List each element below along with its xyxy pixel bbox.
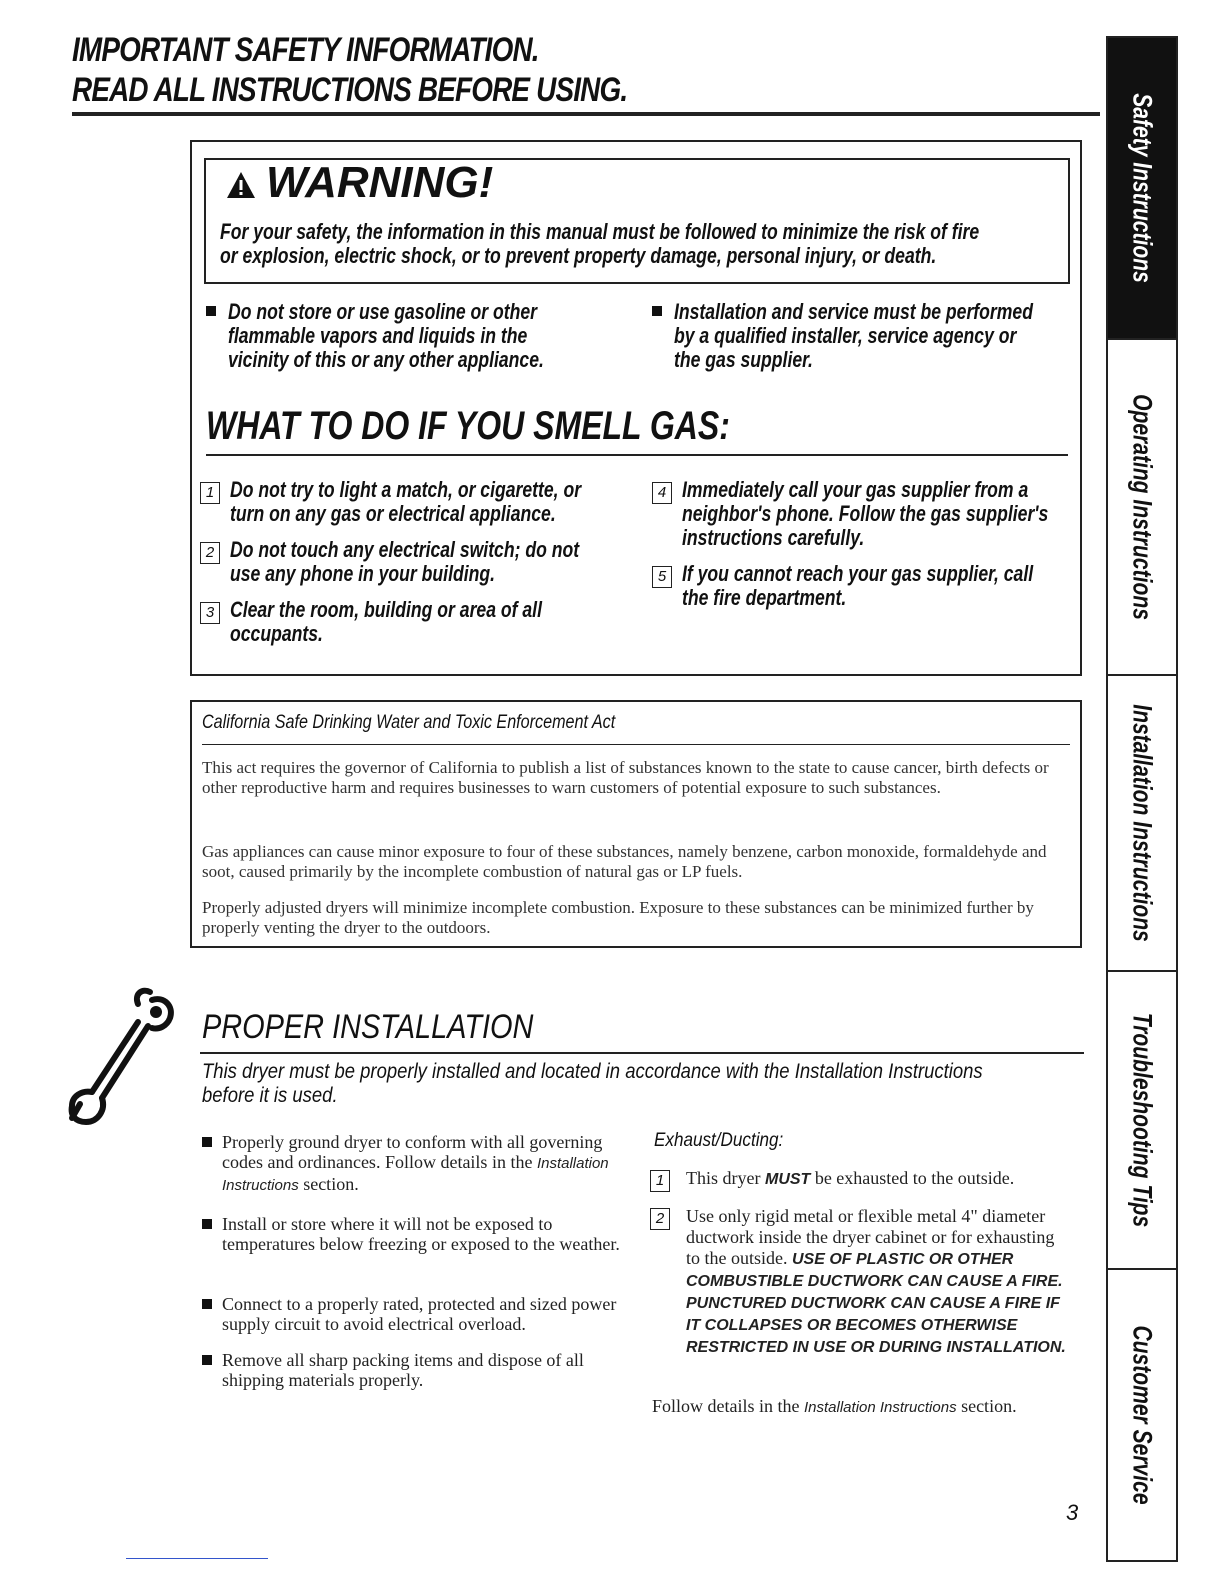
california-paragraph: This act requires the governor of California to publish a list of substances known to the state to cause cancer, birth defects or other reproductive harm and requires businesses to warn customers of potential exposure to such substances. — [202, 758, 1049, 797]
bullet-line: Installation and service must be performed — [674, 299, 1033, 324]
tab-operating-instructions[interactable] — [1108, 340, 1176, 676]
intro-line: This dryer must be properly installed and located in accordance with the Installation Instructions — [202, 1060, 983, 1083]
step-line: turn on any gas or electrical appliance. — [230, 501, 556, 526]
bullet-square-icon — [202, 1355, 212, 1365]
bullet-line: the gas supplier. — [674, 347, 813, 372]
exhaust-step — [650, 1168, 1070, 1190]
follow-details-note — [652, 1396, 1017, 1417]
bottom-link-rule — [126, 1558, 268, 1559]
tab-label: Safety Instructions — [1127, 93, 1158, 283]
bullet-line: vicinity of this or any other appliance. — [228, 347, 544, 372]
header-line-2: READ ALL INSTRUCTIONS BEFORE USING. — [72, 71, 628, 109]
bullet-square-icon — [202, 1299, 212, 1309]
installation-bullet — [202, 1214, 642, 1254]
warning-text-line: For your safety, the information in this manual must be followed to minimize the risk of fire — [220, 219, 980, 244]
page-number: 3 — [1066, 1500, 1079, 1525]
step-line: Do not try to light a match, or cigarette, or — [230, 477, 582, 502]
bullet-line: by a qualified installer, service agency or — [674, 323, 1017, 348]
proper-installation-heading: PROPER INSTALLATION — [202, 1008, 534, 1046]
installation-bullet — [202, 1350, 642, 1390]
step-line: Immediately call your gas supplier from a — [682, 477, 1029, 502]
warning-text-line: or explosion, electric shock, or to prevent property damage, personal injury, or death. — [220, 243, 937, 268]
warning-text — [220, 220, 1169, 268]
step-text: Use only rigid metal or flexible metal 4" diameter ductwork inside the dryer cabinet or for exhausting to the outside. — [686, 1206, 1055, 1268]
step-line: Clear the room, building or area of all — [230, 597, 542, 622]
california-title: California Safe Drinking Water and Toxic Enforcement Act — [202, 712, 616, 733]
step-text: be exhausted to the outside. — [810, 1168, 1015, 1188]
tab-safety-instructions[interactable] — [1108, 38, 1176, 340]
bullet-line: flammable vapors and liquids in the — [228, 323, 528, 348]
follow-text: section. — [956, 1396, 1017, 1416]
smell-gas-divider — [206, 454, 1068, 456]
step-number: 2 — [650, 1208, 670, 1230]
tab-label: Operating Instructions — [1127, 394, 1158, 620]
step-line: Do not touch any electrical switch; do not — [230, 537, 580, 562]
intro-line: before it is used. — [202, 1084, 338, 1107]
exhaust-step — [650, 1206, 1070, 1358]
wrench-icon — [62, 986, 182, 1141]
step-line: If you cannot reach your gas supplier, call — [682, 561, 1034, 586]
proper-installation-divider — [200, 1052, 1084, 1054]
installation-instructions-reference: Installation Instructions — [804, 1399, 957, 1416]
tab-installation-instructions[interactable] — [1108, 676, 1176, 972]
step-number: 1 — [650, 1170, 670, 1192]
page-header — [72, 30, 1102, 110]
tab-label: Troubleshooting Tips — [1127, 1012, 1158, 1228]
step-line: neighbor's phone. Follow the gas supplier's — [682, 501, 1049, 526]
step-number: 5 — [652, 566, 672, 588]
warning-bullet-left — [206, 300, 606, 372]
tab-troubleshooting-tips[interactable] — [1108, 972, 1176, 1270]
exhaust-heading: Exhaust/Ducting: — [654, 1130, 784, 1151]
tab-label: Customer Service — [1127, 1325, 1158, 1505]
proper-installation-intro — [202, 1060, 983, 1108]
bullet-square-icon — [206, 306, 216, 316]
fire-warning-caps: USE OF PLASTIC OR OTHER COMBUSTIBLE DUCTWORK CAN CAUSE A FIRE. PUNCTURED DUCTWORK CAN CAUSE A FIRE IF IT COLLAPSES OR BECOMES OTHERWISE RESTRICTED IN USE OR DURING INSTALLATION. — [686, 1251, 1066, 1356]
step-number: 2 — [200, 542, 220, 564]
must-emphasis: MUST — [764, 1171, 811, 1188]
bullet-square-icon — [202, 1137, 212, 1147]
tab-customer-service[interactable] — [1108, 1270, 1176, 1560]
step-text: This dryer — [686, 1168, 765, 1188]
bullet-text: Properly ground dryer to conform with all governing codes and ordinances. Follow details in the — [222, 1132, 603, 1172]
step-number: 1 — [200, 482, 220, 504]
installation-bullet — [202, 1294, 642, 1334]
bullet-square-icon — [202, 1219, 212, 1229]
step-line: the fire department. — [682, 585, 847, 610]
warning-triangle-icon — [226, 160, 256, 210]
california-divider — [202, 744, 1070, 745]
warning-heading — [226, 158, 493, 210]
step-line: occupants. — [230, 621, 323, 646]
warning-bullet-right — [652, 300, 1072, 372]
smell-gas-heading: WHAT TO DO IF YOU SMELL GAS: — [206, 404, 730, 448]
bullet-text: Remove all sharp packing items and dispose of all shipping materials properly. — [222, 1350, 584, 1390]
step-line: use any phone in your building. — [230, 561, 495, 586]
bullet-text: section. — [298, 1174, 359, 1194]
installation-bullet — [202, 1132, 642, 1196]
warning-heading-text: WARNING! — [266, 158, 494, 207]
step-number: 3 — [200, 602, 220, 624]
header-divider — [72, 112, 1100, 116]
california-paragraph: Properly adjusted dryers will minimize incomplete combustion. Exposure to these substances can be minimized further by properly venting the dryer to the outdoors. — [202, 898, 1034, 937]
follow-text: Follow details in the — [652, 1396, 804, 1416]
step-line: instructions carefully. — [682, 525, 865, 550]
bullet-text: Install or store where it will not be exposed to temperatures below freezing or exposed to the weather. — [222, 1214, 620, 1254]
california-paragraph: Gas appliances can cause minor exposure to four of these substances, namely benzene, carbon monoxide, formaldehyde and soot, caused primarily by the incomplete combustion of natural gas or LP fuels. — [202, 842, 1047, 881]
tab-label: Installation Instructions — [1127, 704, 1158, 942]
bullet-line: Do not store or use gasoline or other — [228, 299, 538, 324]
bullet-square-icon — [652, 306, 662, 316]
installation-instructions-reference: Installation Instructions — [222, 1155, 609, 1194]
bullet-text: Connect to a properly rated, protected and sized power supply circuit to avoid electrical overload. — [222, 1294, 617, 1334]
step-number: 4 — [652, 482, 672, 504]
header-line-1: IMPORTANT SAFETY INFORMATION. — [72, 31, 539, 69]
